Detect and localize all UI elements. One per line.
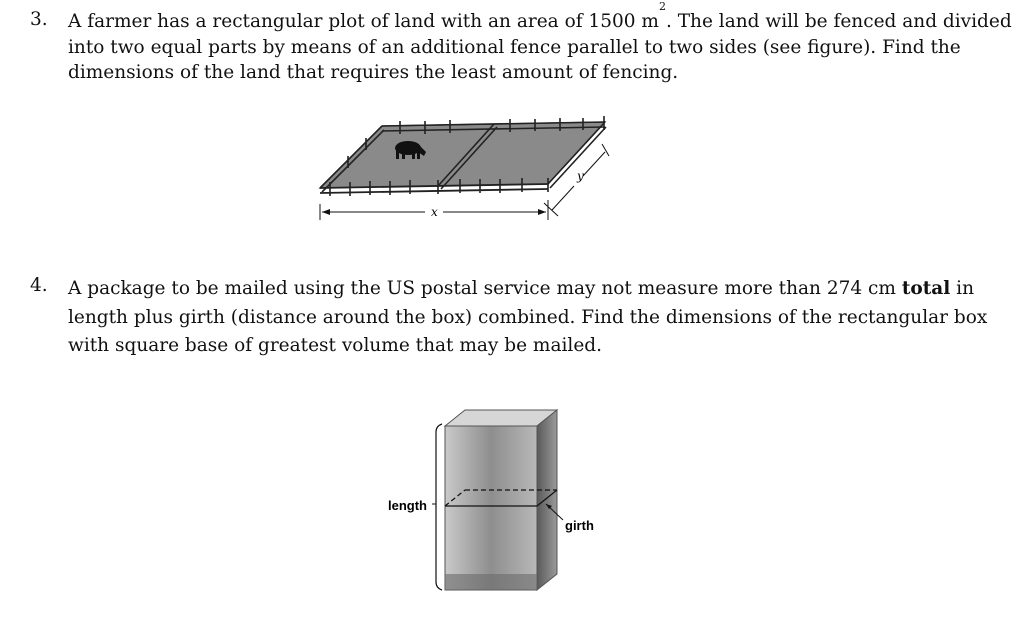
problem-text-part: A package to be mailed using the US postal service may not measure more than 274 cm	[68, 278, 902, 299]
box-bottom-shade	[445, 574, 537, 590]
area-exponent: 2	[658, 0, 666, 13]
problem-number: 3.	[30, 9, 48, 30]
emphasis-total: total	[901, 278, 951, 299]
girth-label: girth	[565, 518, 594, 533]
field-ground	[320, 122, 605, 188]
box-figure	[380, 400, 610, 600]
box-front	[445, 426, 537, 590]
box-side	[537, 410, 557, 590]
problem-text-part: A farmer has a rectangular plot of land with an area of 1500 m	[68, 11, 659, 32]
problem-text	[68, 0, 1013, 86]
problem-number: 4.	[30, 275, 48, 296]
y-label: y	[577, 169, 584, 183]
problem-text-part: in length plus girth (distance around the box) combined. Find the dimensions of the rectangular box with square base of greatest volume that may be mailed.	[68, 278, 988, 356]
problem-text-part: . The land will be fenced and divided into two equal parts by means of an additional fence parallel to two sides (see figure). Find the dimensions of the land that requires the least amount of fencing.	[68, 11, 1012, 83]
length-bracket	[436, 424, 442, 590]
problem-text	[68, 275, 1013, 361]
length-label: length	[388, 498, 427, 513]
x-label: x	[431, 205, 438, 219]
fenced-field-figure	[300, 108, 620, 230]
